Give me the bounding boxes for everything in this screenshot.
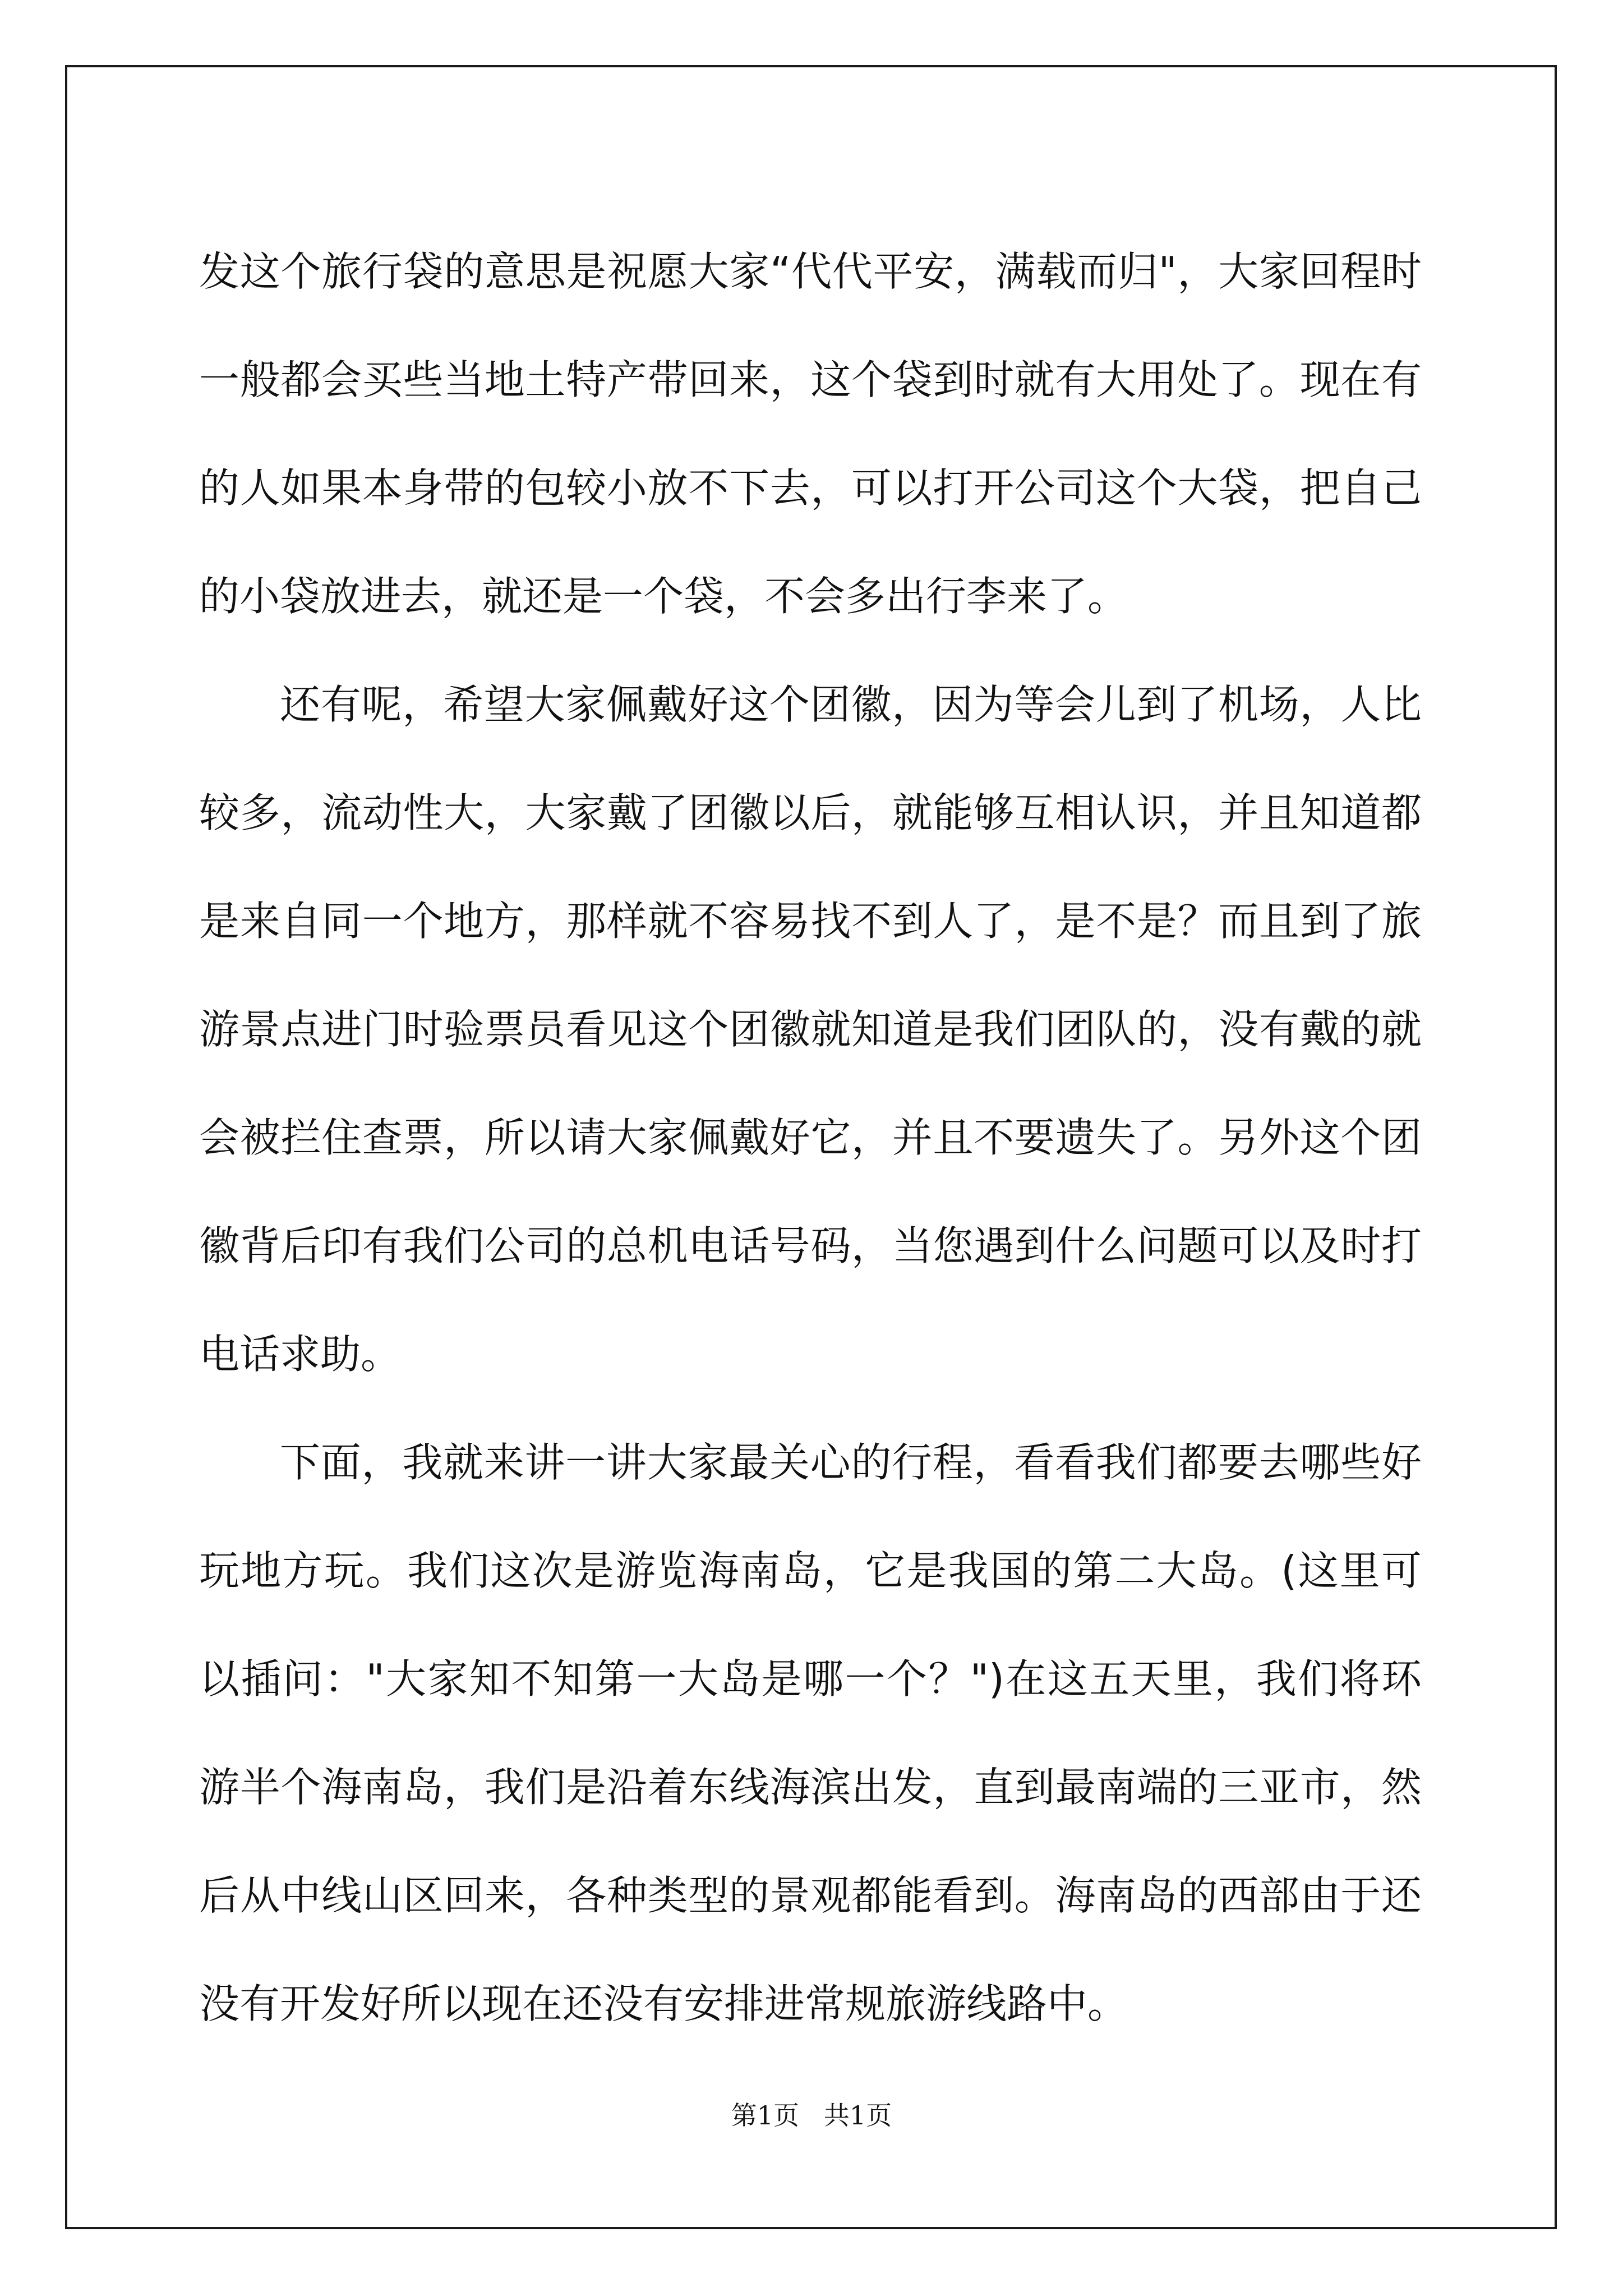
document-body [199,218,1422,2058]
paragraph-1: 发这个旅行袋的意思是祝愿大家“代代平安，满载而归"，大家回程时一般都会买些当地土特产带回来，这个袋到时就有大用处了。现在有的人如果本身带的包较小放不下去，可以打开公司这个大袋，把自己的小袋放进去，就还是一个袋，不会多出行李来了。 [199,248,1422,620]
paragraph-2: 还有呢，希望大家佩戴好这个团徽，因为等会儿到了机场，人比较多，流动性大，大家戴了团徽以后，就能够互相认识，并且知道都是来自同一个地方，那样就不容易找不到人了，是不是？而且到了旅游景点进门时验票员看见这个团徽就知道是我们团队的，没有戴的就会被拦住查票，所以请大家佩戴好它，并且不要遗失了。另外这个团徽背后印有我们公司的总机电话号码，当您遇到什么问题可以及时打电话求助。 [199,681,1422,1378]
page-number-footer: 第1页 共1页 [731,2100,892,2131]
paragraph-3: 下面，我就来讲一讲大家最关心的行程，看看我们都要去哪些好玩地方玩。我们这次是游览海南岛，它是我国的第二大岛。(这里可以插问："大家知不知第一大岛是哪一个？")在这五天里，我们将环游半个海南岛，我们是沿着东线海滨出发，直到最南端的三亚市，然后从中线山区回来，各种类型的景观都能看到。海南岛的西部由于还没有开发好所以现在还没有安排进常规旅游线路中。 [199,1439,1422,2027]
